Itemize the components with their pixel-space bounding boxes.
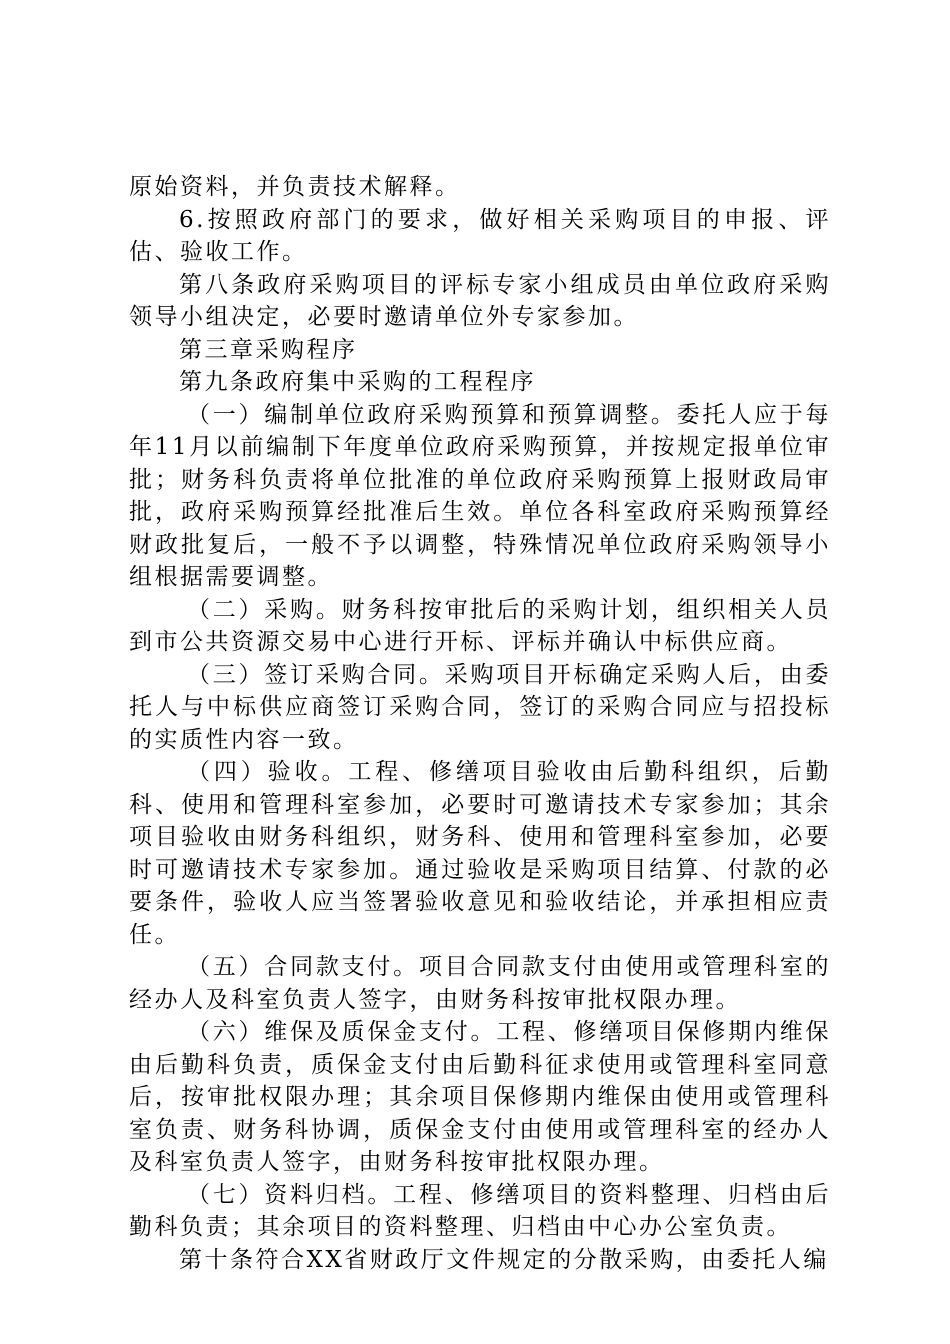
paragraph-step-1: （一）编制单位政府采购预算和预算调整。委托人应于每年11月以前编制下年度单位政府采购预算，并按规定报单位审批；财务科负责将单位批准的单位政府采购预算上报财政局审批，政府采购预算经批准后生效。单位各科室政府采购预算经财政批复后，一般不予以调整，特殊情况单位政府采购领导小组根据需要调整。	[129, 401, 831, 590]
paragraph-step-5: （五）合同款支付。项目合同款支付由使用或管理科室的经办人及科室负责人签字，由财务科按审批权限办理。	[129, 954, 831, 1013]
paragraph-step-6: （六）维保及质保金支付。工程、修缮项目保修期内维保由后勤科负责，质保金支付由后勤科征求使用或管理科室同意后，按审批权限办理；其余项目保修期内维保由使用或管理科室负责、财务科协调，质保金支付由使用或管理科室的经办人及科室负责人签字，由财务科按审批权限办理。	[129, 1019, 831, 1175]
paragraph-step-2: （二）采购。财务科按审批后的采购计划，组织相关人员到市公共资源交易中心进行开标、评标并确认中标供应商。	[129, 596, 831, 655]
paragraph-step-4: （四）验收。工程、修缮项目验收由后勤科组织，后勤科、使用和管理科室参加，必要时可邀请技术专家参加；其余项目验收由财务科组织，财务科、使用和管理科室参加，必要时可邀请技术专家参加。通过验收是采购项目结算、付款的必要条件，验收人应当签署验收意见和验收结论，并承担相应责任。	[129, 759, 831, 948]
paragraph-item-6: 6.按照政府部门的要求，做好相关采购项目的申报、评估、验收工作。	[129, 206, 831, 265]
document-body	[129, 171, 831, 1276]
paragraph-step-3: （三）签订采购合同。采购项目开标确定采购人后，由委托人与中标供应商签订采购合同，签订的采购合同应与招投标的实质性内容一致。	[129, 661, 831, 753]
paragraph-article-8: 第八条政府采购项目的评标专家小组成员由单位政府采购领导小组决定，必要时邀请单位外专家参加。	[129, 271, 831, 330]
paragraph-article-10: 第十条符合XX省财政厅文件规定的分散采购，由委托人编	[179, 1246, 829, 1273]
paragraph-continuation: 原始资料，并负责技术解释。	[129, 174, 461, 200]
paragraph-article-9: 第九条政府集中采购的工程程序	[179, 369, 536, 395]
chapter-heading: 第三章采购程序	[179, 336, 358, 363]
paragraph-step-7: （七）资料归档。工程、修缮项目的资料整理、归档由后勤科负责；其余项目的资料整理、归档由中心办公室负责。	[129, 1181, 831, 1240]
